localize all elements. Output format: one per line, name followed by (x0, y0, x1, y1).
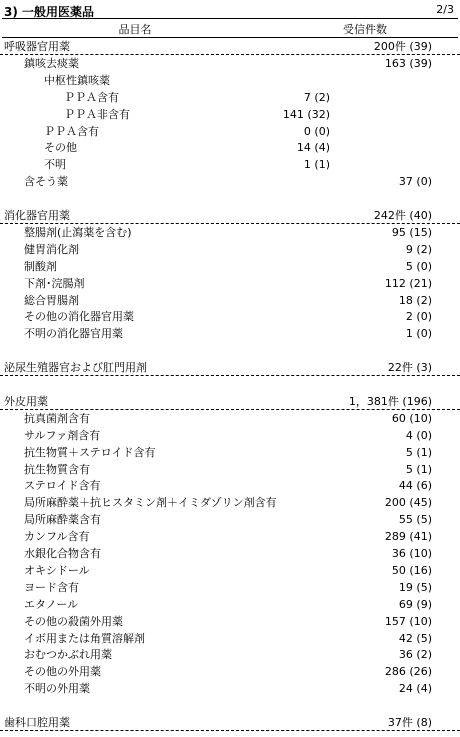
item-count: 1，381件 (196) (348, 394, 432, 408)
item-name: ステロイド含有 (24, 479, 101, 493)
category-row (0, 394, 460, 410)
table-row (0, 73, 460, 89)
item-name: オキシドール (24, 563, 90, 577)
category-row (0, 360, 460, 376)
table-row (0, 259, 460, 275)
item-count: 163 (39) (384, 56, 432, 70)
item-count: 36 (2) (398, 648, 432, 662)
item-name: ＰＰＡ非含有 (64, 107, 130, 121)
item-count: 95 (15) (391, 225, 432, 239)
item-count: 112 (21) (384, 276, 432, 290)
item-count: 14 (4) (296, 141, 330, 155)
table-row (0, 664, 460, 680)
category-row (0, 715, 460, 731)
item-count: 5 (0) (405, 259, 432, 273)
category-row (0, 208, 460, 224)
table-row (0, 276, 460, 292)
item-count: 50 (16) (391, 563, 432, 577)
item-name: 下剤･浣腸剤 (24, 276, 85, 290)
table-row (0, 478, 460, 494)
item-count: 37 (0) (398, 175, 432, 189)
item-name: 不明の消化器官用薬 (24, 327, 123, 341)
item-name: 歯科口腔用薬 (4, 716, 70, 729)
item-count: 1 (0) (405, 327, 432, 341)
item-count: 200 (45) (384, 496, 432, 510)
item-name: その他の殺菌外用薬 (24, 614, 123, 628)
item-name: 抗生物質＋ステロイド含有 (24, 445, 156, 459)
item-count: 22件 (3) (387, 361, 432, 375)
item-name: 中枢性鎮咳薬 (44, 73, 110, 87)
item-name: 整腸剤(止瀉薬を含む) (24, 225, 132, 239)
item-count: 4 (0) (405, 428, 432, 442)
item-count: 0 (0) (303, 124, 330, 138)
item-count: 42 (5) (398, 631, 432, 645)
item-count: 9 (2) (405, 242, 432, 256)
table-row (0, 124, 460, 140)
item-name: 不明 (44, 158, 66, 172)
item-name: ＰＰＡ含有 (44, 124, 99, 138)
table-row (0, 107, 460, 123)
table-row (0, 631, 460, 647)
column-header-count: 受信件数 (343, 23, 387, 36)
table-row (0, 681, 460, 697)
item-name: 消化器官用薬 (4, 209, 70, 222)
table-row (0, 546, 460, 562)
item-name: 抗真菌剤含有 (24, 411, 90, 425)
table-row (0, 580, 460, 596)
item-name: 局所麻酔薬＋抗ヒスタミン剤＋イミダゾリン剤含有 (24, 496, 277, 510)
page-number: 2/3 (436, 3, 454, 16)
item-name: 抗生物質含有 (24, 462, 90, 476)
item-name: 外皮用薬 (4, 394, 48, 408)
table-row (0, 326, 460, 342)
item-count: 36 (10) (391, 547, 432, 560)
table-row (0, 56, 460, 72)
item-count: 200件 (39) (373, 40, 432, 53)
item-name: 水銀化合物含有 (24, 547, 101, 560)
category-row (0, 39, 460, 55)
item-count: 289 (41) (384, 530, 432, 544)
item-name: サルファ剤含有 (24, 428, 101, 442)
table-row (0, 191, 460, 207)
item-count: 286 (26) (384, 665, 432, 679)
item-name: カンフル含有 (24, 530, 90, 544)
item-count: 242件 (40) (373, 209, 432, 222)
table-row (0, 293, 460, 309)
table-row (0, 529, 460, 545)
header-divider (2, 18, 458, 19)
item-name: ヨード含有 (24, 580, 79, 594)
table-row (0, 597, 460, 613)
column-header-divider (2, 37, 458, 38)
table-row (0, 225, 460, 241)
item-name: 不明の外用薬 (24, 682, 90, 696)
item-count: 24 (4) (398, 682, 432, 696)
table-row (0, 698, 460, 714)
table-row (0, 614, 460, 630)
table-row (0, 242, 460, 258)
item-name: 健胃消化剤 (24, 242, 79, 256)
item-name: 含そう薬 (24, 175, 68, 189)
item-name: 総合胃腸剤 (24, 293, 79, 307)
table-row (0, 174, 460, 190)
item-name: 鎮咳去痰薬 (24, 56, 79, 70)
table-row (0, 445, 460, 461)
table-row (0, 90, 460, 106)
table-row (0, 140, 460, 156)
table-row (0, 428, 460, 444)
table-row (0, 647, 460, 663)
table-row (0, 309, 460, 325)
item-name: 局所麻酔薬含有 (24, 513, 101, 527)
item-count: 2 (0) (405, 310, 432, 324)
item-name: イボ用または角質溶解剤 (24, 631, 145, 645)
item-name: その他 (44, 141, 77, 155)
item-name: その他の消化器官用薬 (24, 310, 134, 324)
page-title: 3) 一般用医薬品 (4, 5, 95, 19)
item-count: 157 (10) (384, 614, 432, 628)
table-row (0, 157, 460, 173)
item-name: ＰＰＡ含有 (64, 90, 119, 104)
item-name: おむつかぶれ用薬 (24, 648, 112, 662)
item-count: 37件 (8) (387, 716, 432, 729)
item-count: 141 (32) (282, 107, 330, 121)
table-row (0, 411, 460, 427)
column-header-name: 品目名 (118, 23, 152, 36)
item-count: 60 (10) (391, 411, 432, 425)
item-count: 44 (6) (398, 479, 432, 493)
table-row (0, 462, 460, 478)
item-name: エタノール (24, 597, 79, 611)
item-count: 18 (2) (398, 293, 432, 307)
item-name: 制酸剤 (24, 259, 57, 273)
item-count: 19 (5) (398, 580, 432, 594)
table-row (0, 343, 460, 359)
item-count: 55 (5) (398, 513, 432, 527)
item-name: その他の外用薬 (24, 665, 101, 679)
item-name: 泌尿生殖器官および肛門用剤 (4, 361, 147, 375)
table-row (0, 377, 460, 393)
item-name: 呼吸器官用薬 (4, 40, 70, 53)
item-count: 5 (1) (405, 462, 432, 476)
item-count: 5 (1) (405, 445, 432, 459)
item-count: 7 (2) (303, 90, 330, 104)
table-row (0, 563, 460, 579)
item-count: 69 (9) (398, 597, 432, 611)
item-count: 1 (1) (303, 158, 330, 172)
table-row (0, 495, 460, 511)
table-row (0, 512, 460, 528)
